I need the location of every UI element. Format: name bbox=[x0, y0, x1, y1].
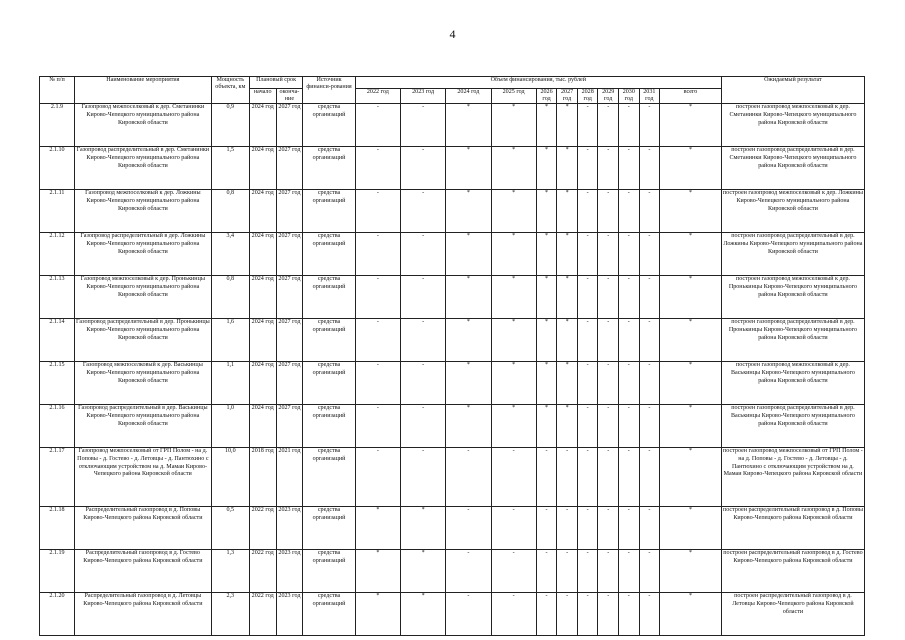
row-year-value: - bbox=[536, 448, 557, 507]
row-year-value: * bbox=[557, 405, 578, 448]
row-result: построен газопровод распределительный в дер. Пронькинцы Кирово-Чепецкого муниципального района Кировской области bbox=[721, 319, 864, 362]
row-start: 2024 год bbox=[249, 362, 276, 405]
row-year-value: - bbox=[639, 550, 660, 593]
row-source: средства организаций bbox=[303, 405, 355, 448]
row-num: 2.1.16 bbox=[40, 405, 75, 448]
row-year-value: - bbox=[639, 276, 660, 319]
row-num: 2.1.18 bbox=[40, 507, 75, 550]
header-total: всего bbox=[660, 89, 722, 104]
row-capacity: 3,4 bbox=[211, 233, 249, 276]
row-name: Распределительный газопровод в д. Летовцы Кирово-Чепецкого района Кировской области bbox=[74, 593, 211, 636]
row-year-value: - bbox=[401, 276, 446, 319]
row-year-value: - bbox=[598, 405, 619, 448]
row-source: средства организаций bbox=[303, 276, 355, 319]
row-result: построен газопровод межпоселковый от ГРП Полом - на д. Поповы - д. Гостево - д. Летовцы - д. Пантюхино с отключающим устройством на д. Мамаи Кирово-Чепецкого района Кировской области bbox=[721, 448, 864, 507]
table-row bbox=[40, 147, 865, 190]
header-year: 2024 год bbox=[446, 89, 491, 104]
row-capacity: 1,3 bbox=[211, 550, 249, 593]
page-number: 4 bbox=[449, 27, 456, 41]
row-year-value: * bbox=[557, 319, 578, 362]
row-year-value: - bbox=[491, 507, 536, 550]
row-year-value: - bbox=[598, 550, 619, 593]
header-year: 2025 год bbox=[491, 89, 536, 104]
row-result: построен газопровод межпоселковый к дер. Васькинцы Кирово-Чепецкого муниципального района Кировской области bbox=[721, 362, 864, 405]
funding-table bbox=[39, 76, 865, 636]
row-year-value: - bbox=[619, 233, 640, 276]
row-year-value: - bbox=[557, 550, 578, 593]
row-end: 2027 год bbox=[276, 362, 303, 405]
row-result: построен распределительный газопровод в д. Летовцы Кирово-Чепецкого района Кировской области bbox=[721, 593, 864, 636]
row-end: 2027 год bbox=[276, 233, 303, 276]
row-name: Газопровод распределительный в дер. Сметанинки Кирово-Чепецкого муниципального района Кировской области bbox=[74, 147, 211, 190]
table-row bbox=[40, 276, 865, 319]
row-capacity: 0,8 bbox=[211, 276, 249, 319]
row-end: 2027 год bbox=[276, 147, 303, 190]
header-year: 2031 год bbox=[639, 89, 660, 104]
header-year: 2027 год bbox=[557, 89, 578, 104]
row-total: * bbox=[660, 593, 722, 636]
row-year-value: - bbox=[598, 147, 619, 190]
row-num: 2.1.20 bbox=[40, 593, 75, 636]
row-capacity: 0,9 bbox=[211, 104, 249, 147]
row-result: построен газопровод межпоселковый к дер. Пронькинцы Кирово-Чепецкого муниципального района Кировской области bbox=[721, 276, 864, 319]
row-source: средства организаций bbox=[303, 104, 355, 147]
row-year-value: - bbox=[577, 593, 598, 636]
row-year-value: - bbox=[446, 593, 491, 636]
row-name: Распределительный газопровод в д. Поповы Кирово-Чепецкого района Кировской области bbox=[74, 507, 211, 550]
row-source: средства организаций bbox=[303, 362, 355, 405]
row-year-value: - bbox=[536, 507, 557, 550]
table-row bbox=[40, 448, 865, 507]
row-year-value: - bbox=[401, 190, 446, 233]
row-year-value: * bbox=[536, 104, 557, 147]
row-name: Газопровод распределительный в дер. Васькинцы Кирово-Чепецкого муниципального района Кировской области bbox=[74, 405, 211, 448]
row-total: * bbox=[660, 319, 722, 362]
row-num: 2.1.13 bbox=[40, 276, 75, 319]
row-start: 2024 год bbox=[249, 405, 276, 448]
header-year: 2026 год bbox=[536, 89, 557, 104]
row-year-value: - bbox=[355, 362, 400, 405]
row-year-value: - bbox=[619, 147, 640, 190]
table-row bbox=[40, 593, 865, 636]
row-start: 2024 год bbox=[249, 147, 276, 190]
row-year-value: * bbox=[491, 190, 536, 233]
row-start: 2024 год bbox=[249, 319, 276, 362]
row-year-value: - bbox=[355, 319, 400, 362]
row-year-value: - bbox=[557, 448, 578, 507]
row-year-value: - bbox=[639, 147, 660, 190]
row-year-value: - bbox=[619, 276, 640, 319]
row-year-value: - bbox=[577, 448, 598, 507]
row-source: средства организаций bbox=[303, 233, 355, 276]
row-end: 2027 год bbox=[276, 104, 303, 147]
row-start: 2018 год bbox=[249, 448, 276, 507]
row-result: построен газопровод распределительный в дер. Ложкины Кирово-Чепецкого муниципального района Кировской области bbox=[721, 233, 864, 276]
table-row bbox=[40, 190, 865, 233]
row-name: Газопровод распределительный в дер. Ложкины Кирово-Чепецкого муниципального района Кировской области bbox=[74, 233, 211, 276]
row-year-value: - bbox=[401, 233, 446, 276]
row-year-value: - bbox=[355, 104, 400, 147]
row-start: 2024 год bbox=[249, 233, 276, 276]
row-start: 2024 год bbox=[249, 104, 276, 147]
row-start: 2024 год bbox=[249, 276, 276, 319]
row-num: 2.1.12 bbox=[40, 233, 75, 276]
row-year-value: * bbox=[446, 276, 491, 319]
row-year-value: - bbox=[557, 507, 578, 550]
row-year-value: * bbox=[401, 507, 446, 550]
row-name: Газопровод межпоселковый от ГРП Полом - на д. Поповы - д. Гостево - д. Летовцы - д. Пантюхино с отключающим устройством на д. Мамаи Кирово-Чепецкого района Кировской области bbox=[74, 448, 211, 507]
row-name: Газопровод межпоселковый к дер. Ложкины Кирово-Чепецкого муниципального района Кировской области bbox=[74, 190, 211, 233]
row-total: * bbox=[660, 550, 722, 593]
row-year-value: - bbox=[577, 233, 598, 276]
row-year-value: - bbox=[577, 319, 598, 362]
row-year-value: - bbox=[536, 593, 557, 636]
row-total: * bbox=[660, 147, 722, 190]
row-capacity: 0,8 bbox=[211, 190, 249, 233]
row-start: 2022 год bbox=[249, 593, 276, 636]
row-result: построен газопровод распределительный в дер. Васькинцы Кирово-Чепецкого муниципального района Кировской области bbox=[721, 405, 864, 448]
row-total: * bbox=[660, 448, 722, 507]
table-row bbox=[40, 550, 865, 593]
row-year-value: - bbox=[598, 276, 619, 319]
row-year-value: * bbox=[536, 405, 557, 448]
row-year-value: * bbox=[446, 104, 491, 147]
row-year-value: - bbox=[355, 276, 400, 319]
row-capacity: 1,5 bbox=[211, 147, 249, 190]
row-year-value: - bbox=[619, 550, 640, 593]
row-year-value: - bbox=[598, 104, 619, 147]
row-year-value: - bbox=[619, 448, 640, 507]
row-capacity: 2,3 bbox=[211, 593, 249, 636]
row-year-value: * bbox=[446, 190, 491, 233]
row-year-value: - bbox=[355, 190, 400, 233]
row-capacity: 0,5 bbox=[211, 507, 249, 550]
row-year-value: - bbox=[598, 593, 619, 636]
row-start: 2024 год bbox=[249, 190, 276, 233]
row-result: построен газопровод распределительный в дер. Сметанинки Кирово-Чепецкого муниципального района Кировской области bbox=[721, 147, 864, 190]
row-year-value: * bbox=[355, 507, 400, 550]
row-year-value: * bbox=[355, 550, 400, 593]
header-source: Источник финанси-рования bbox=[303, 77, 355, 104]
row-year-value: * bbox=[491, 362, 536, 405]
row-year-value: - bbox=[491, 448, 536, 507]
row-num: 2.1.17 bbox=[40, 448, 75, 507]
row-year-value: * bbox=[491, 104, 536, 147]
row-year-value: - bbox=[598, 233, 619, 276]
row-source: средства организаций bbox=[303, 550, 355, 593]
row-year-value: * bbox=[491, 147, 536, 190]
row-year-value: - bbox=[639, 233, 660, 276]
row-year-value: - bbox=[446, 507, 491, 550]
row-capacity: 10,0 bbox=[211, 448, 249, 507]
row-year-value: * bbox=[557, 147, 578, 190]
row-total: * bbox=[660, 190, 722, 233]
row-total: * bbox=[660, 507, 722, 550]
row-year-value: - bbox=[355, 448, 400, 507]
row-end: 2027 год bbox=[276, 190, 303, 233]
row-num: 2.1.9 bbox=[40, 104, 75, 147]
row-total: * bbox=[660, 104, 722, 147]
row-year-value: - bbox=[619, 507, 640, 550]
row-year-value: - bbox=[401, 147, 446, 190]
row-source: средства организаций bbox=[303, 448, 355, 507]
row-source: средства организаций bbox=[303, 147, 355, 190]
row-name: Газопровод межпоселковый к дер. Сметанинки Кирово-Чепецкого муниципального района Кировской области bbox=[74, 104, 211, 147]
row-year-value: - bbox=[577, 550, 598, 593]
row-num: 2.1.15 bbox=[40, 362, 75, 405]
row-year-value: - bbox=[619, 104, 640, 147]
row-year-value: - bbox=[491, 593, 536, 636]
row-source: средства организаций bbox=[303, 507, 355, 550]
row-result: построен распределительный газопровод в д. Гостево Кирово-Чепецкого района Кировской области bbox=[721, 550, 864, 593]
row-year-value: - bbox=[355, 233, 400, 276]
row-end: 2027 год bbox=[276, 405, 303, 448]
row-start: 2022 год bbox=[249, 550, 276, 593]
row-year-value: * bbox=[401, 550, 446, 593]
row-year-value: - bbox=[446, 448, 491, 507]
row-year-value: - bbox=[619, 319, 640, 362]
row-year-value: * bbox=[446, 233, 491, 276]
row-year-value: - bbox=[639, 319, 660, 362]
row-result: построен газопровод межпоселковый к дер. Сметанинки Кирово-Чепецкого муниципального района Кировской области bbox=[721, 104, 864, 147]
table-row bbox=[40, 104, 865, 147]
row-year-value: - bbox=[577, 276, 598, 319]
row-year-value: - bbox=[639, 507, 660, 550]
row-year-value: - bbox=[619, 190, 640, 233]
row-end: 2027 год bbox=[276, 319, 303, 362]
row-end: 2021 год bbox=[276, 448, 303, 507]
row-year-value: * bbox=[557, 190, 578, 233]
row-year-value: - bbox=[577, 507, 598, 550]
row-year-value: - bbox=[639, 190, 660, 233]
header-period: Плановый срок bbox=[249, 77, 302, 89]
row-year-value: * bbox=[536, 362, 557, 405]
row-year-value: - bbox=[639, 104, 660, 147]
row-year-value: - bbox=[577, 362, 598, 405]
header-capacity: Мощность объекта, км bbox=[211, 77, 249, 104]
header-year: 2028 год bbox=[577, 89, 598, 104]
row-end: 2023 год bbox=[276, 593, 303, 636]
row-year-value: - bbox=[557, 593, 578, 636]
row-num: 2.1.19 bbox=[40, 550, 75, 593]
row-year-value: * bbox=[557, 104, 578, 147]
row-year-value: * bbox=[491, 276, 536, 319]
row-year-value: - bbox=[491, 550, 536, 593]
row-year-value: - bbox=[401, 319, 446, 362]
row-year-value: - bbox=[536, 550, 557, 593]
row-name: Газопровод межпоселковый к дер. Пронькинцы Кирово-Чепецкого муниципального района Кировской области bbox=[74, 276, 211, 319]
row-year-value: - bbox=[577, 104, 598, 147]
row-end: 2023 год bbox=[276, 550, 303, 593]
table-row bbox=[40, 507, 865, 550]
row-name: Газопровод межпоселковый к дер. Васькинцы Кирово-Чепецкого муниципального района Кировской области bbox=[74, 362, 211, 405]
header-year: 2022 год bbox=[355, 89, 400, 104]
row-year-value: * bbox=[491, 405, 536, 448]
header-funding: Объем финансирования, тыс. рублей bbox=[355, 77, 721, 89]
header-period-start: начало bbox=[249, 89, 276, 104]
header-period-end: оконча-ние bbox=[276, 89, 303, 104]
row-year-value: - bbox=[619, 405, 640, 448]
row-year-value: - bbox=[598, 362, 619, 405]
row-end: 2027 год bbox=[276, 276, 303, 319]
row-year-value: * bbox=[491, 233, 536, 276]
row-capacity: 1,0 bbox=[211, 405, 249, 448]
row-year-value: - bbox=[446, 550, 491, 593]
row-source: средства организаций bbox=[303, 593, 355, 636]
row-name: Распределительный газопровод в д. Гостево Кирово-Чепецкого района Кировской области bbox=[74, 550, 211, 593]
row-year-value: - bbox=[577, 190, 598, 233]
row-year-value: - bbox=[639, 405, 660, 448]
row-name: Газопровод распределительный в дер. Пронькинцы Кирово-Чепецкого муниципального района Кировской области bbox=[74, 319, 211, 362]
row-year-value: * bbox=[536, 233, 557, 276]
row-year-value: - bbox=[619, 593, 640, 636]
row-year-value: * bbox=[536, 147, 557, 190]
header-num: № п/п bbox=[40, 77, 75, 104]
row-year-value: - bbox=[598, 448, 619, 507]
row-year-value: * bbox=[446, 362, 491, 405]
row-year-value: - bbox=[639, 593, 660, 636]
row-total: * bbox=[660, 276, 722, 319]
row-year-value: - bbox=[598, 507, 619, 550]
table-row bbox=[40, 233, 865, 276]
row-total: * bbox=[660, 362, 722, 405]
row-year-value: * bbox=[446, 147, 491, 190]
row-year-value: - bbox=[401, 104, 446, 147]
row-year-value: - bbox=[639, 448, 660, 507]
row-year-value: * bbox=[536, 276, 557, 319]
table-row bbox=[40, 405, 865, 448]
row-year-value: - bbox=[598, 190, 619, 233]
row-end: 2023 год bbox=[276, 507, 303, 550]
row-total: * bbox=[660, 405, 722, 448]
row-year-value: * bbox=[355, 593, 400, 636]
row-total: * bbox=[660, 233, 722, 276]
row-year-value: - bbox=[598, 319, 619, 362]
row-year-value: - bbox=[401, 405, 446, 448]
row-start: 2022 год bbox=[249, 507, 276, 550]
header-name: Наименование мероприятия bbox=[74, 77, 211, 104]
header-result: Ожидаемый результат bbox=[721, 77, 864, 104]
row-year-value: - bbox=[577, 147, 598, 190]
row-source: средства организаций bbox=[303, 319, 355, 362]
row-year-value: - bbox=[355, 405, 400, 448]
row-year-value: - bbox=[577, 405, 598, 448]
row-result: построен распределительный газопровод в д. Поповы Кирово-Чепецкого района Кировской области bbox=[721, 507, 864, 550]
row-year-value: * bbox=[557, 276, 578, 319]
table-row bbox=[40, 319, 865, 362]
row-year-value: - bbox=[401, 448, 446, 507]
row-year-value: - bbox=[639, 362, 660, 405]
row-year-value: * bbox=[557, 362, 578, 405]
row-year-value: - bbox=[619, 362, 640, 405]
row-year-value: * bbox=[401, 593, 446, 636]
row-year-value: * bbox=[446, 405, 491, 448]
row-capacity: 1,1 bbox=[211, 362, 249, 405]
row-year-value: * bbox=[491, 319, 536, 362]
header-year: 2030 год bbox=[619, 89, 640, 104]
header-year: 2029 год bbox=[598, 89, 619, 104]
row-source: средства организаций bbox=[303, 190, 355, 233]
row-result: построен газопровод межпоселковый к дер. Ложкины Кирово-Чепецкого муниципального района Кировской области bbox=[721, 190, 864, 233]
row-year-value: - bbox=[355, 147, 400, 190]
row-year-value: * bbox=[446, 319, 491, 362]
row-num: 2.1.10 bbox=[40, 147, 75, 190]
row-year-value: * bbox=[536, 319, 557, 362]
row-num: 2.1.14 bbox=[40, 319, 75, 362]
header-year: 2023 год bbox=[401, 89, 446, 104]
row-capacity: 1,6 bbox=[211, 319, 249, 362]
row-year-value: * bbox=[557, 233, 578, 276]
row-num: 2.1.11 bbox=[40, 190, 75, 233]
row-year-value: * bbox=[536, 190, 557, 233]
table-row bbox=[40, 362, 865, 405]
row-year-value: - bbox=[401, 362, 446, 405]
